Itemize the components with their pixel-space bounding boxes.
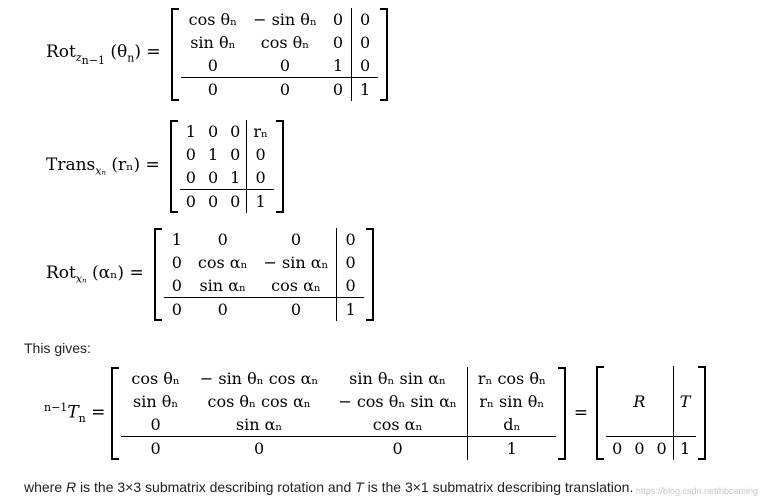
matrix-row xyxy=(121,413,556,437)
matrix-row xyxy=(181,31,379,54)
matrix-cell: 0 xyxy=(207,168,219,187)
matrix-cell: 1 xyxy=(332,56,344,75)
matrix-cell: 0 xyxy=(224,190,247,214)
matrix-row xyxy=(164,228,364,251)
matrix-cell: 0 xyxy=(337,251,364,274)
matrix-cell: sin θₙ sin αₙ xyxy=(349,368,446,388)
matrix-cell: 0 xyxy=(150,414,161,434)
matrix-row xyxy=(181,8,379,31)
rot-z-matrix xyxy=(171,8,389,101)
matrix-cell: 0 xyxy=(181,78,245,102)
matrix-cell: 0 xyxy=(337,274,364,298)
matrix-cell: 0 xyxy=(171,276,182,295)
matrix-cell: 0 xyxy=(628,437,650,461)
trans-x-equation xyxy=(46,120,284,213)
result-equation xyxy=(44,366,706,460)
matrix-row xyxy=(180,143,274,166)
matrix-cell: 0 xyxy=(230,145,241,164)
matrix-cell: 0 xyxy=(606,437,628,461)
result-matrix xyxy=(111,367,566,460)
matrix-cell: 0 xyxy=(325,78,352,102)
matrix-cell: dₙ xyxy=(467,413,556,437)
matrix-cell: sin θₙ xyxy=(190,33,236,52)
matrix-cell: sin θₙ xyxy=(132,391,179,411)
matrix-cell: 0 xyxy=(352,31,379,54)
matrix-cell: 0 xyxy=(256,298,337,322)
matrix-cell: 0 xyxy=(337,228,364,251)
matrix-cell: 0 xyxy=(328,436,467,460)
matrix-cell: − sin θₙ xyxy=(253,10,317,29)
rot-x-matrix xyxy=(154,228,374,321)
matrix-cell: sin αₙ xyxy=(199,276,246,295)
matrix-row xyxy=(181,78,379,102)
matrix-cell: 0 xyxy=(164,298,190,322)
matrix-row xyxy=(180,120,274,143)
matrix-cell: 0 xyxy=(185,145,196,164)
matrix-cell: 1 xyxy=(352,78,379,102)
matrix-cell: 1 xyxy=(230,168,241,187)
matrix-row xyxy=(121,390,556,413)
matrix-cell: 1 xyxy=(247,190,274,214)
matrix-cell: 0 xyxy=(180,190,202,214)
matrix-row xyxy=(164,251,364,274)
matrix-cell: cos θₙ xyxy=(260,33,310,52)
rot-x-lhs: Rot$_{x_n}$ (αₙ) = xyxy=(46,263,144,286)
matrix-cell: 0 xyxy=(332,33,344,52)
matrix-cell: 1 xyxy=(207,145,219,164)
matrix-cell: 0 xyxy=(352,8,379,31)
trans-x-lhs: Trans$_{x_n}$ (rₙ) = xyxy=(46,155,160,178)
matrix-cell: 0 xyxy=(290,230,302,249)
matrix-cell: 1 xyxy=(337,298,364,322)
matrix-cell: 0 xyxy=(279,56,291,75)
rot-z-equation xyxy=(46,8,388,101)
matrix-cell: rₙ sin θₙ xyxy=(467,390,556,413)
matrix-cell: 0 xyxy=(245,78,325,102)
matrix-cell: − sin θₙ cos αₙ xyxy=(199,368,319,388)
matrix-row xyxy=(121,367,556,390)
matrix-cell: − cos θₙ sin αₙ xyxy=(338,391,457,411)
matrix-cell: 1 xyxy=(673,437,696,461)
matrix-cell: cos αₙ xyxy=(197,253,248,272)
matrix-cell: 0 xyxy=(207,56,218,75)
matrix-cell: 1 xyxy=(171,230,182,249)
watermark: https://blog.csdn.net/hbceming xyxy=(635,486,758,496)
matrix-cell: 0 xyxy=(171,253,182,272)
where-text: where R is the 3×3 submatrix describing rotation and T is the 3×1 submatrix describing translation. xyxy=(24,479,634,495)
block-R: R xyxy=(633,391,646,411)
matrix-cell: 0 xyxy=(202,190,224,214)
trans-x-matrix xyxy=(170,120,284,213)
matrix-cell: 0 xyxy=(207,122,219,141)
matrix-row xyxy=(181,54,379,78)
matrix-cell: cos αₙ xyxy=(372,414,423,434)
matrix-cell: − sin αₙ xyxy=(263,253,329,272)
matrix-cell: 0 xyxy=(651,437,674,461)
block-T: T xyxy=(679,391,691,411)
matrix-row xyxy=(121,436,556,460)
matrix-cell: 0 xyxy=(190,436,328,460)
matrix-row xyxy=(164,274,364,298)
matrix-cell: cos θₙ xyxy=(188,10,238,29)
matrix-row xyxy=(606,437,696,461)
matrix-cell: 0 xyxy=(230,122,241,141)
matrix-cell: cos θₙ cos αₙ xyxy=(207,391,311,411)
matrix-cell: 0 xyxy=(352,54,379,78)
matrix-cell: 0 xyxy=(217,230,228,249)
matrix-cell: 0 xyxy=(190,298,256,322)
matrix-row xyxy=(164,298,364,322)
rot-z-lhs: Rot$_{z_{n-1}}$ $(\theta_n)$ = xyxy=(46,41,161,68)
matrix-row xyxy=(180,166,274,190)
matrix-cell: 0 xyxy=(185,168,196,187)
matrix-cell: 0 xyxy=(247,166,274,190)
matrix-row xyxy=(180,190,274,214)
matrix-cell: rₙ xyxy=(247,120,274,143)
matrix-cell: cos αₙ xyxy=(271,276,321,295)
matrix-cell: sin αₙ xyxy=(235,414,283,434)
matrix-cell: 1 xyxy=(185,122,196,141)
matrix-cell: 0 xyxy=(247,143,274,166)
matrix-cell: rₙ cos θₙ xyxy=(467,367,556,390)
rot-x-equation xyxy=(46,228,374,321)
matrix-cell: cos θₙ xyxy=(131,368,180,388)
this-gives-text: This gives: xyxy=(24,340,91,356)
result-equals: = xyxy=(573,403,589,423)
matrix-cell: 0 xyxy=(121,436,189,460)
matrix-cell: 0 xyxy=(332,10,344,29)
matrix-cell: 1 xyxy=(467,436,556,460)
block-matrix xyxy=(596,366,706,460)
result-lhs: $^{n-1}T_n$ = xyxy=(44,400,106,426)
matrix-row xyxy=(606,366,696,437)
